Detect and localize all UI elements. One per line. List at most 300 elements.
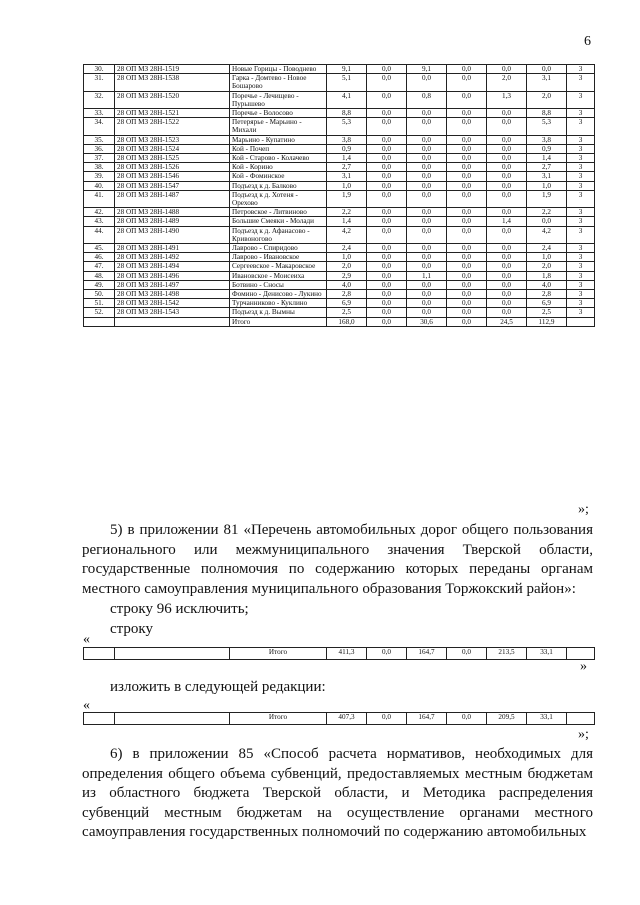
table-cell: 3,1 [527,172,567,181]
table-cell: 0,0 [367,74,407,91]
table-cell: 3 [567,91,595,108]
table-cell: 28 ОП МЗ 28Н-1522 [115,118,230,135]
table-cell: 0,0 [407,208,447,217]
open-quote-2: « [83,698,90,713]
table-cell: 0,0 [487,144,527,153]
table-cell: 0,0 [407,190,447,207]
table-cell: Гарка - Домтево - Новое Бошарово [230,74,327,91]
table-cell: 0,0 [367,190,407,207]
old-total-cell: 411,3 [327,648,367,660]
table-cell: 0,0 [447,208,487,217]
table-cell: 0,0 [447,91,487,108]
old-total-cell [567,648,595,660]
table-cell: 3 [567,135,595,144]
table-cell: 42. [84,208,115,217]
table-row [84,74,595,91]
table-cell: 0,0 [407,74,447,91]
table-cell: 3,1 [527,74,567,91]
table-cell: 3 [567,154,595,163]
table-cell: 1,0 [527,181,567,190]
old-total-cell: Итого [230,648,327,660]
table-cell: 0,0 [447,271,487,280]
replace-line: изложить в следующей редакции: [110,679,326,695]
table-cell: Поречье - Лечищево - Пурышево [230,91,327,108]
table-cell: 28 ОП МЗ 28Н-1526 [115,163,230,172]
table-row [84,181,595,190]
table-cell: 1,4 [527,154,567,163]
old-total-row [83,647,595,660]
table-cell: Кой - Почеп [230,144,327,153]
table-cell: 0,0 [447,172,487,181]
table-cell: 0,0 [367,244,407,253]
table-cell: 0,0 [367,172,407,181]
new-total-row [83,712,595,725]
table-cell: 2,8 [327,290,367,299]
table-cell: 0,0 [367,290,407,299]
table-row [84,290,595,299]
table-cell: 28 ОП МЗ 28Н-1488 [115,208,230,217]
table-cell: 2,0 [327,262,367,271]
roads-table [83,64,595,327]
table-cell: 0,0 [487,244,527,253]
row-word: строку [110,621,153,637]
table-row [84,135,595,144]
table-cell: 28 ОП МЗ 28Н-1525 [115,154,230,163]
table-cell: 0,0 [487,290,527,299]
item-6-text: 6) в приложении 85 «Способ расчета нормативов, необходимых для определения общего объема субвенций, предоставляемых местным бюджетам из областного бюджета Тверской области, и Методика распределения субвенций местным бюджетам на осуществление органами местного самоуправления государственных полномочий по содержанию автомобильных [82,746,593,840]
table-cell: 48. [84,271,115,280]
table-cell: 37. [84,154,115,163]
table-cell: 28 ОП МЗ 28Н-1519 [115,65,230,74]
table-cell: 0,0 [447,190,487,207]
table-cell: 35. [84,135,115,144]
table-cell: 3 [567,280,595,289]
table-cell: 9,1 [407,65,447,74]
table-row [84,280,595,289]
table-cell: 0,0 [367,65,407,74]
table-cell: 0,0 [487,271,527,280]
table-cell: 47. [84,262,115,271]
table-cell: 3 [567,181,595,190]
table-cell: 0,0 [367,163,407,172]
table-cell: 28 ОП МЗ 28Н-1489 [115,217,230,226]
table-cell: 40. [84,181,115,190]
table-cell: 0,0 [447,154,487,163]
table-cell: 0,0 [447,299,487,308]
table-cell: 0,0 [367,280,407,289]
table-cell: 3 [567,244,595,253]
table-cell: 3,8 [327,135,367,144]
new-total-cell: Итого [230,713,327,725]
table-cell: 2,0 [487,74,527,91]
table-cell: 0,0 [407,308,447,317]
table-row [84,262,595,271]
table-cell: 0,0 [407,181,447,190]
table-row [84,65,595,74]
table-cell: Подъезд к д. Афанасово - Кривоногово [230,226,327,243]
table-cell: 0,0 [407,290,447,299]
closing-quote: »; [578,502,589,517]
table-cell: 24,5 [487,317,527,326]
table-cell [567,317,595,326]
table-cell: Подъезд к д. Вымны [230,308,327,317]
table-cell: 0,0 [447,135,487,144]
new-total-cell: 33,1 [527,713,567,725]
table-cell: 30,6 [407,317,447,326]
table-cell: 0,0 [527,217,567,226]
table-cell: 51. [84,299,115,308]
table-cell: 0,0 [407,217,447,226]
table-cell: 0,0 [367,135,407,144]
table-cell: 0,0 [407,163,447,172]
table-cell: 0,0 [447,181,487,190]
table-cell: 3 [567,308,595,317]
table-cell: 0,0 [447,109,487,118]
table-cell: 0,0 [367,317,407,326]
table-cell: 0,0 [367,154,407,163]
table-row [84,299,595,308]
table-cell: 30. [84,65,115,74]
table-cell: Кой - Старово - Колачево [230,154,327,163]
table-cell: 0,9 [327,144,367,153]
table-cell: 1,3 [487,91,527,108]
table-cell: 0,0 [447,308,487,317]
table-cell: 0,0 [487,65,527,74]
table-cell: Итого [230,317,327,326]
table-cell: 0,0 [367,144,407,153]
table-cell: 0,0 [447,253,487,262]
table-cell: 3 [567,172,595,181]
table-row [84,118,595,135]
table-cell: 0,0 [487,208,527,217]
table-cell: 49. [84,280,115,289]
table-cell: 3 [567,74,595,91]
table-cell: Кой - Фоминское [230,172,327,181]
table-cell: 0,0 [447,317,487,326]
table-cell: Поречье - Волосово [230,109,327,118]
table-row [84,271,595,280]
table-cell: 0,0 [367,208,407,217]
new-total-cell [84,713,115,725]
table-row [84,244,595,253]
page-number: 6 [584,34,591,49]
table-cell: 0,0 [447,74,487,91]
table-cell: 2,2 [327,208,367,217]
table-cell: 50. [84,290,115,299]
table-cell: 0,0 [407,118,447,135]
table-cell: 0,0 [447,226,487,243]
table-cell: 2,5 [527,308,567,317]
table-cell: 2,9 [327,271,367,280]
table-cell: 41. [84,190,115,207]
new-total-cell [567,713,595,725]
old-total-cell: 0,0 [367,648,407,660]
table-cell: 2,2 [527,208,567,217]
table-cell: 0,8 [407,91,447,108]
table-cell: Ботвино - Сносы [230,280,327,289]
table-cell: 4,0 [327,280,367,289]
table-cell: 3 [567,253,595,262]
table-cell: 43. [84,217,115,226]
table-cell: 0,0 [367,91,407,108]
table-cell: 4,2 [327,226,367,243]
table-cell: 1,0 [327,253,367,262]
item-5-paragraph [82,521,593,599]
table-cell: 0,0 [487,253,527,262]
table-cell: 2,8 [527,290,567,299]
table-cell [84,317,115,326]
table-cell: Сергеевское - Макаровское [230,262,327,271]
table-cell: 0,0 [487,181,527,190]
table-cell: 3,1 [327,172,367,181]
table-total-row [84,317,595,326]
table-cell: 0,0 [487,226,527,243]
table-cell: 28 ОП МЗ 28Н-1547 [115,181,230,190]
table-cell: 0,0 [367,217,407,226]
table-cell: 1,9 [527,190,567,207]
table-cell: 3 [567,217,595,226]
item-5-text: 5) в приложении 81 «Перечень автомобильных дорог общего пользования регионального или межмуниципального значения Тверской области, государственные полномочия по содержанию которых переданы органам местного самоуправления муниципального образования Торжокский район»: [82,522,593,597]
table-cell: Ивановское - Моисеиха [230,271,327,280]
table-row [84,91,595,108]
table-cell: 44. [84,226,115,243]
table-cell: 3 [567,163,595,172]
table-cell: 0,0 [447,262,487,271]
table-cell: 2,4 [327,244,367,253]
close-quote-2: »; [578,727,589,742]
table-cell: Лаврово - Ивановское [230,253,327,262]
table-cell: 3 [567,208,595,217]
table-cell: 0,0 [447,244,487,253]
table-cell: 0,0 [367,299,407,308]
table-cell: Большие Смеяки - Молади [230,217,327,226]
new-total-cell: 0,0 [447,713,487,725]
old-total-cell [115,648,230,660]
table-cell: 0,0 [447,144,487,153]
table-cell: 36. [84,144,115,153]
table-cell: 1,4 [327,154,367,163]
table-cell: 2,7 [527,163,567,172]
table-cell: 0,0 [367,118,407,135]
table-cell: 2,7 [327,163,367,172]
table-cell: 9,1 [327,65,367,74]
table-row [84,253,595,262]
table-cell: 0,0 [487,109,527,118]
close-quote: » [580,659,587,674]
table-cell: 1,9 [327,190,367,207]
table-cell: 2,0 [527,91,567,108]
table-cell: 0,0 [407,109,447,118]
table-cell: 0,0 [447,118,487,135]
table-cell: 0,0 [487,172,527,181]
table-cell: 5,3 [327,118,367,135]
table-row [84,217,595,226]
table-cell: 0,0 [407,154,447,163]
table-cell: 0,0 [487,135,527,144]
table-cell: 28 ОП МЗ 28Н-1497 [115,280,230,289]
table-cell: 6,9 [527,299,567,308]
table-cell: 28 ОП МЗ 28Н-1487 [115,190,230,207]
table-row [84,172,595,181]
table-cell: 2,0 [527,262,567,271]
table-cell: 0,0 [487,163,527,172]
table-cell: 28 ОП МЗ 28Н-1543 [115,308,230,317]
table-cell: 0,0 [487,299,527,308]
old-total-cell: 213,5 [487,648,527,660]
table-cell: 1,0 [527,253,567,262]
table-cell: Петровское - Литвиново [230,208,327,217]
table-row [84,154,595,163]
table-cell: 3 [567,118,595,135]
table-cell: 0,0 [447,280,487,289]
table-cell: 0,0 [447,217,487,226]
table-row [84,308,595,317]
new-total-cell: 209,5 [487,713,527,725]
table-cell: 3 [567,226,595,243]
table-cell: 0,0 [407,244,447,253]
old-total-cell: 0,0 [447,648,487,660]
table-cell: 3 [567,190,595,207]
table-cell: 28 ОП МЗ 28Н-1490 [115,226,230,243]
table-cell: 168,0 [327,317,367,326]
table-cell: 0,0 [447,163,487,172]
table-cell: Марьино - Купатино [230,135,327,144]
table-cell: 4,1 [327,91,367,108]
delete-row-line: строку 96 исключить; [110,601,249,617]
table-cell: 0,0 [487,190,527,207]
table-cell: 5,3 [527,118,567,135]
table-cell: Турчанниково - Куклино [230,299,327,308]
table-row [84,226,595,243]
item-6-paragraph [82,745,593,843]
table-cell: 0,0 [407,144,447,153]
table-row [84,163,595,172]
old-total-cell: 164,7 [407,648,447,660]
table-cell: 28 ОП МЗ 28Н-1542 [115,299,230,308]
table-cell: 46. [84,253,115,262]
table-cell: 0,9 [527,144,567,153]
table-cell: 0,0 [367,308,407,317]
table-row [84,190,595,207]
table-cell: 1,1 [407,271,447,280]
table-cell: 1,4 [327,217,367,226]
table-cell: 0,0 [487,154,527,163]
table-cell: 3,8 [527,135,567,144]
table-cell: Кой - Корино [230,163,327,172]
table-cell: 28 ОП МЗ 28Н-1521 [115,109,230,118]
table-cell: 0,0 [407,226,447,243]
table-cell: 33. [84,109,115,118]
table-cell: 28 ОП МЗ 28Н-1498 [115,290,230,299]
table-cell: 8,8 [527,109,567,118]
table-cell: 45. [84,244,115,253]
table-cell: 52. [84,308,115,317]
new-total-cell: 407,3 [327,713,367,725]
old-total-cell: 33,1 [527,648,567,660]
table-cell: 0,0 [407,299,447,308]
table-cell: 28 ОП МЗ 28Н-1520 [115,91,230,108]
table-cell: 0,0 [487,280,527,289]
table-cell: 28 ОП МЗ 28Н-1546 [115,172,230,181]
table-cell: 6,9 [327,299,367,308]
table-cell: 0,0 [367,109,407,118]
table-cell: 3 [567,109,595,118]
table-cell: 3 [567,271,595,280]
new-total-cell [115,713,230,725]
table-cell: 0,0 [487,262,527,271]
table-cell: 0,0 [447,65,487,74]
table-cell: Подъезд к д. Балково [230,181,327,190]
table-cell: 0,0 [487,118,527,135]
table-cell: 28 ОП МЗ 28Н-1538 [115,74,230,91]
table-cell: 34. [84,118,115,135]
table-cell: Новые Горицы - Поводнево [230,65,327,74]
table-cell: 28 ОП МЗ 28Н-1492 [115,253,230,262]
table-cell: Подъезд к д. Хотеня - Орехово [230,190,327,207]
table-cell: 0,0 [367,181,407,190]
table-cell: 0,0 [447,290,487,299]
table-cell: 0,0 [367,262,407,271]
table-cell: 3 [567,65,595,74]
table-cell: 8,8 [327,109,367,118]
table-cell: Фомино - Денисово - Лукино [230,290,327,299]
open-quote: « [83,632,90,647]
table-cell: 0,0 [407,280,447,289]
table-row [84,208,595,217]
table-cell: 5,1 [327,74,367,91]
table-cell: 0,0 [527,65,567,74]
table-cell: 2,4 [527,244,567,253]
table-cell: 0,0 [367,271,407,280]
table-cell: Лаврово - Спиридово [230,244,327,253]
table-cell: 1,8 [527,271,567,280]
table-row [84,109,595,118]
table-cell: 3 [567,290,595,299]
table-cell: 3 [567,144,595,153]
table-cell: 0,0 [407,135,447,144]
table-cell: 31. [84,74,115,91]
table-cell: Петерярье - Марьино - Михали [230,118,327,135]
table-cell: 0,0 [367,226,407,243]
table-cell: 0,0 [367,253,407,262]
table-cell: 4,0 [527,280,567,289]
new-total-cell: 0,0 [367,713,407,725]
table-cell: 0,0 [487,308,527,317]
table-cell: 0,0 [407,253,447,262]
table-cell: 28 ОП МЗ 28Н-1496 [115,271,230,280]
table-cell: 28 ОП МЗ 28Н-1523 [115,135,230,144]
old-total-cell [84,648,115,660]
table-cell: 112,9 [527,317,567,326]
table-cell: 0,0 [407,262,447,271]
table-cell: 28 ОП МЗ 28Н-1524 [115,144,230,153]
table-cell: 2,5 [327,308,367,317]
table-cell: 1,4 [487,217,527,226]
table-cell: 4,2 [527,226,567,243]
table-cell: 0,0 [407,172,447,181]
table-cell: 32. [84,91,115,108]
table-cell: 39. [84,172,115,181]
table-cell: 3 [567,299,595,308]
table-cell [115,317,230,326]
table-cell: 28 ОП МЗ 28Н-1491 [115,244,230,253]
new-total-cell: 164,7 [407,713,447,725]
table-row [84,144,595,153]
table-cell: 28 ОП МЗ 28Н-1494 [115,262,230,271]
table-cell: 38. [84,163,115,172]
table-cell: 1,0 [327,181,367,190]
table-cell: 3 [567,262,595,271]
